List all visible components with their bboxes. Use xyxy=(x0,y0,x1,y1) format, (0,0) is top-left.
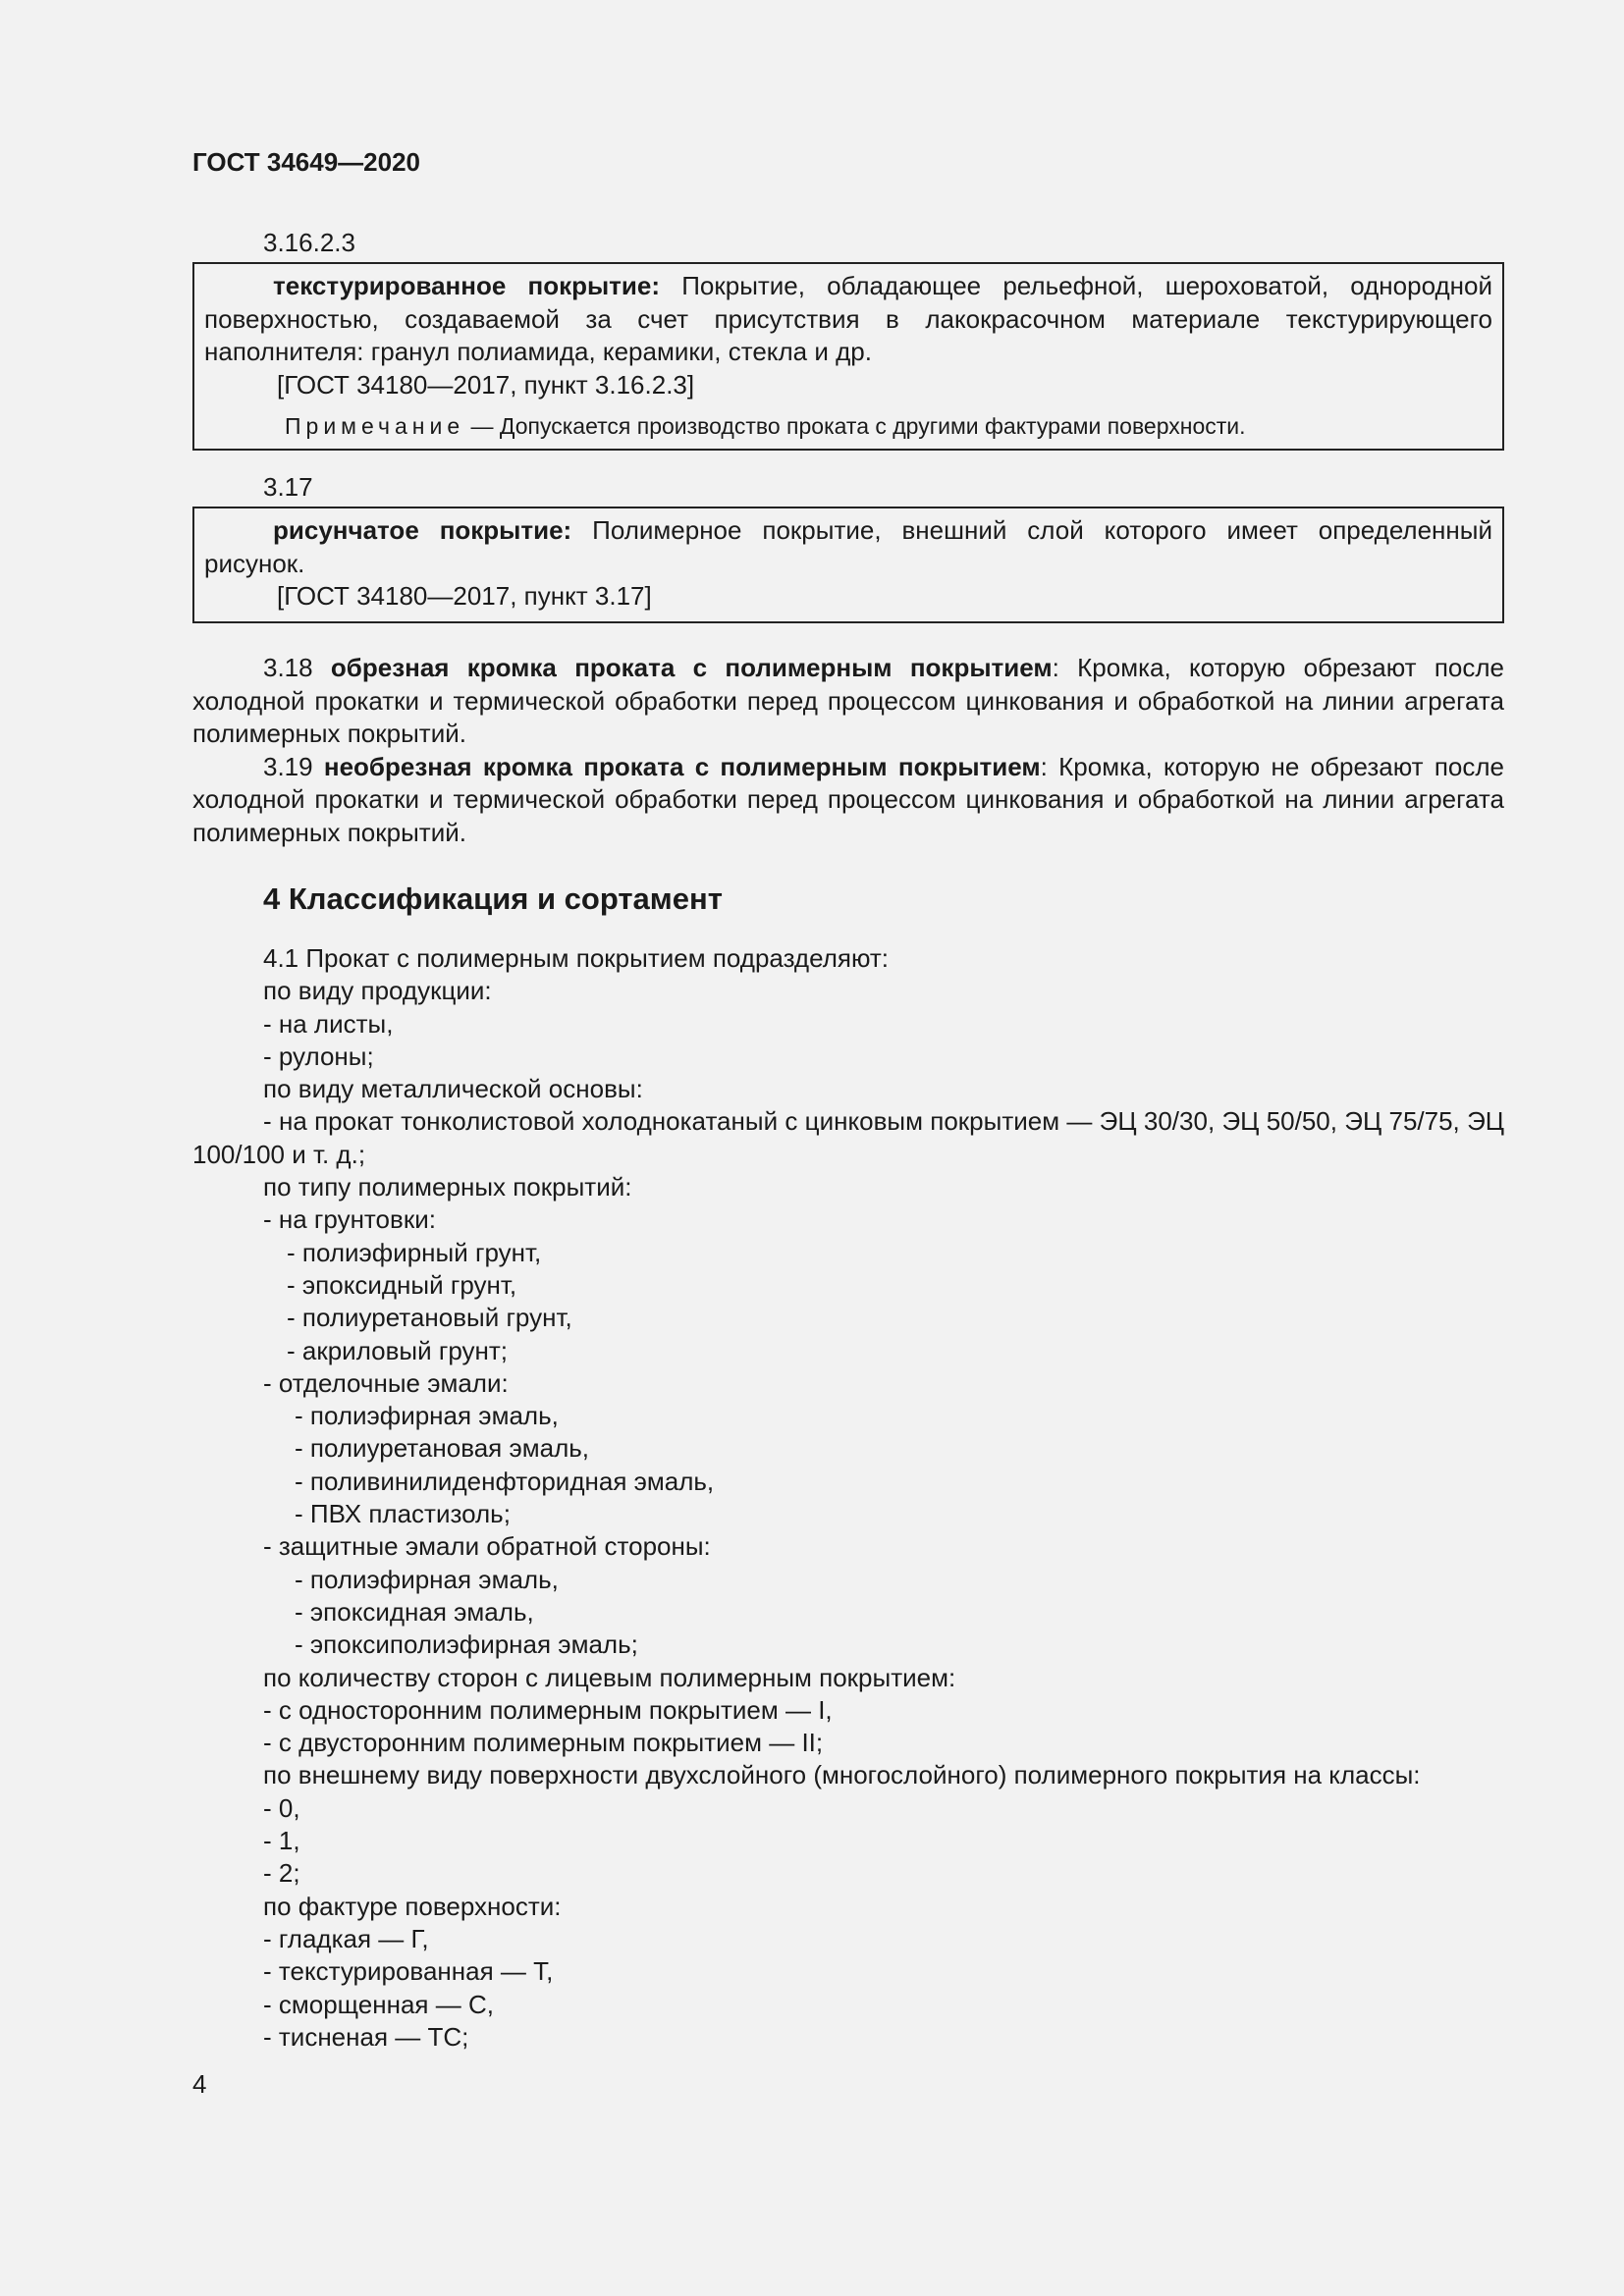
list-item: по количеству сторон с лицевым полимерным покрытием: xyxy=(263,1662,956,1692)
list-item: - защитные эмали обратной стороны: xyxy=(263,1531,711,1562)
list-item: - акриловый грунт; xyxy=(287,1335,509,1365)
list-item: - 2; xyxy=(263,1858,300,1889)
term-definition xyxy=(204,270,1492,369)
term-number-3-16-2-3: 3.16.2.3 xyxy=(263,228,355,257)
paragraph-text: : Кромка, которую обрезают после холодной прокатки и термической обработки перед процессом цинкования и обработкой на линии агрегата полимерных покрытий. xyxy=(192,653,1504,748)
paragraph-term: обрезная кромка проката с полимерным покрытием xyxy=(330,653,1053,682)
list-item: - на прокат тонколистовой холоднокатаный с цинковым покрытием — ЭЦ 30/30, ЭЦ 50/50, ЭЦ 75/75, ЭЦ 100/100 и т. д.; xyxy=(192,1106,1504,1169)
list-item: - полиэфирная эмаль, xyxy=(295,1401,559,1431)
term-name: текстурированное покрытие: xyxy=(273,271,661,300)
list-item: по виду продукции: xyxy=(263,976,492,1006)
term-definition xyxy=(204,514,1492,580)
list-item: 4.1 Прокат с полимерным покрытием подразделяют: xyxy=(263,943,890,973)
list-item: - с односторонним полимерным покрытием — I, xyxy=(263,1694,833,1725)
list-item: по внешнему виду поверхности двухслойного (многослойного) полимерного покрытия на классы: xyxy=(263,1760,1421,1790)
term-box-3-16-2-3 xyxy=(192,262,1504,451)
list-item: по типу полимерных покрытий: xyxy=(263,1172,632,1202)
list-item: - полиэфирный грунт, xyxy=(287,1237,542,1267)
page-header: ГОСТ 34649—2020 xyxy=(192,147,420,177)
list-item: - с двусторонним полимерным покрытием — II; xyxy=(263,1728,824,1758)
term-number-3-17: 3.17 xyxy=(263,472,313,502)
note-text: — Допускается производство проката с другими фактурами поверхности. xyxy=(464,413,1246,439)
list-item: - поливинилиденфторидная эмаль, xyxy=(295,1466,715,1496)
paragraphs-3-18-3-19 xyxy=(192,652,1504,849)
list-item: - на листы, xyxy=(263,1008,394,1039)
list-item: - на грунтовки: xyxy=(263,1204,436,1235)
list-item: - гладкая — Г, xyxy=(263,1923,429,1953)
list-item: - эпоксидная эмаль, xyxy=(295,1596,534,1627)
list-item: - сморщенная — С, xyxy=(263,1989,494,2019)
paragraph-term: необрезная кромка проката с полимерным покрытием xyxy=(323,751,1041,781)
paragraph-3-18 xyxy=(192,652,1504,751)
list-item: - тисненая — ТС; xyxy=(263,2021,469,2052)
paragraph-number: 3.19 xyxy=(263,751,324,781)
list-item: - эпоксиполиэфирная эмаль; xyxy=(295,1629,638,1660)
term-box-3-17 xyxy=(192,507,1504,623)
term-definition-text: Полимерное покрытие, внешний слой которого имеет определенный рисунок. xyxy=(204,515,1492,578)
list-item: - эпоксидный грунт, xyxy=(287,1269,517,1300)
term-reference: [ГОСТ 34180—2017, пункт 3.17] xyxy=(277,581,652,611)
term-note xyxy=(204,411,1492,441)
list-item: - полиуретановый грунт, xyxy=(287,1303,572,1333)
paragraph-text: : Кромка, которую не обрезают после холодной прокатки и термической обработки перед процессом цинкования и обработкой на линии агрегата полимерных покрытий. xyxy=(192,751,1505,847)
term-reference: [ГОСТ 34180—2017, пункт 3.16.2.3] xyxy=(277,369,695,400)
list-item: - текстурированная — Т, xyxy=(263,1956,554,1987)
classification-list xyxy=(192,942,1504,2054)
term-name: рисунчатое покрытие: xyxy=(273,515,572,545)
list-item: - рулоны; xyxy=(263,1041,374,1071)
page-number: 4 xyxy=(192,2069,207,2099)
note-label: Примечание xyxy=(285,413,465,439)
section-title: 4 Классификация и сортамент xyxy=(263,881,723,916)
list-item: - 1, xyxy=(263,1826,300,1856)
paragraph-3-19 xyxy=(192,751,1504,850)
paragraph-number: 3.18 xyxy=(263,653,331,682)
list-item: - полиуретановая эмаль, xyxy=(295,1433,590,1464)
list-item: по виду металлической основы: xyxy=(263,1074,643,1104)
list-item: - ПВХ пластизоль; xyxy=(295,1499,511,1529)
list-item: - полиэфирная эмаль, xyxy=(295,1564,559,1594)
list-item: по фактуре поверхности: xyxy=(263,1891,562,1921)
list-item: - 0, xyxy=(263,1792,300,1823)
term-definition-text: Покрытие, обладающее рельефной, шероховатой, однородной поверхностью, создаваемой за счет присутствия в лакокрасочном материале текстурирующего наполнителя: гранул полиамида, керамики, стекла и др. xyxy=(204,271,1492,366)
list-item: - отделочные эмали: xyxy=(263,1367,509,1398)
